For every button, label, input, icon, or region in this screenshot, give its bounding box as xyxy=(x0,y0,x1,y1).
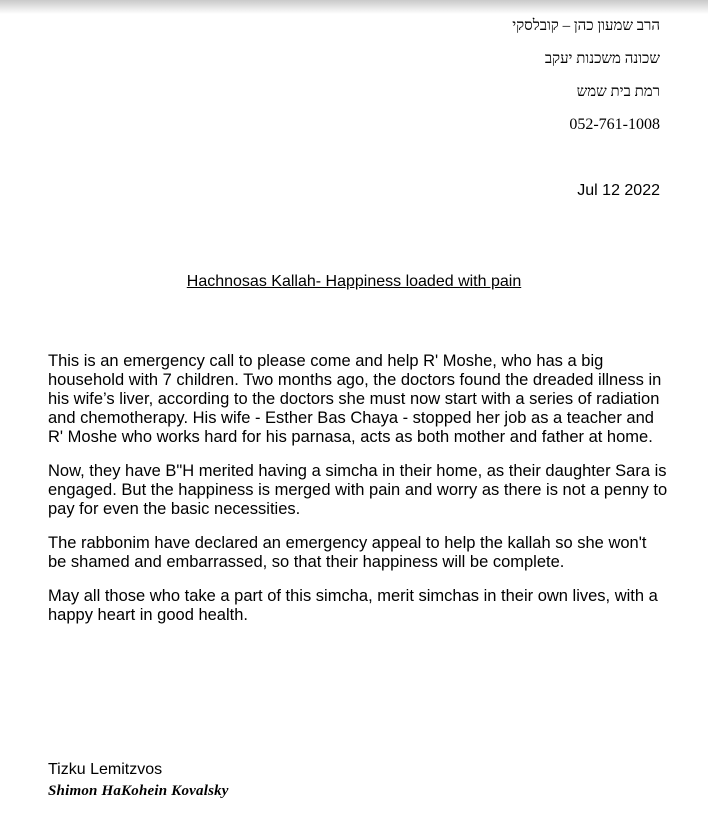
body-paragraph: Now, they have B"H merited having a simcha in their home, as their daughter Sara is engaged. But the happiness is merged with pain and worry as there is not a penny to pay for even the basic necessities. xyxy=(48,462,668,518)
body-paragraph: The rabbonim have declared an emergency appeal to help the kallah so she won't be shamed and embarrassed, so that their happiness will be complete. xyxy=(48,534,647,571)
letterhead-city: רמת בית שמש xyxy=(576,84,660,100)
body-paragraph: May all those who take a part of this simcha, merit simchas in their own lives, with a happy heart in good health. xyxy=(48,587,658,624)
letter-title xyxy=(0,273,708,291)
letter-body xyxy=(48,352,668,640)
letterhead-neighborhood: שכונה משכנות יעקב xyxy=(544,51,660,67)
letter-title-text: Hachnosas Kallah- Happiness loaded with pain xyxy=(186,273,522,290)
letterhead xyxy=(512,14,660,146)
signature: Shimon HaKohein Kovalsky xyxy=(48,783,229,799)
body-paragraph: This is an emergency call to please come and help R' Moshe, who has a big household with 7 children. Two months ago, the doctors found the dreaded illness in his wife’s liver, according to the doctors she must now start with a series of radiation and chemotherapy. His wife - Esther Bas Chaya - stopped her job as a teacher and R' Moshe who works hard for his parnasa, acts as both mother and father at home. xyxy=(48,352,662,446)
letter-date: Jul 12 2022 xyxy=(577,182,660,199)
letterhead-name: הרב שמעון כהן – קובלסקי xyxy=(512,18,660,34)
closing-line: Tizku Lemitzvos xyxy=(48,761,163,778)
letterhead-phone: 052-761-1008 xyxy=(569,116,660,133)
window-top-shadow xyxy=(0,0,708,14)
